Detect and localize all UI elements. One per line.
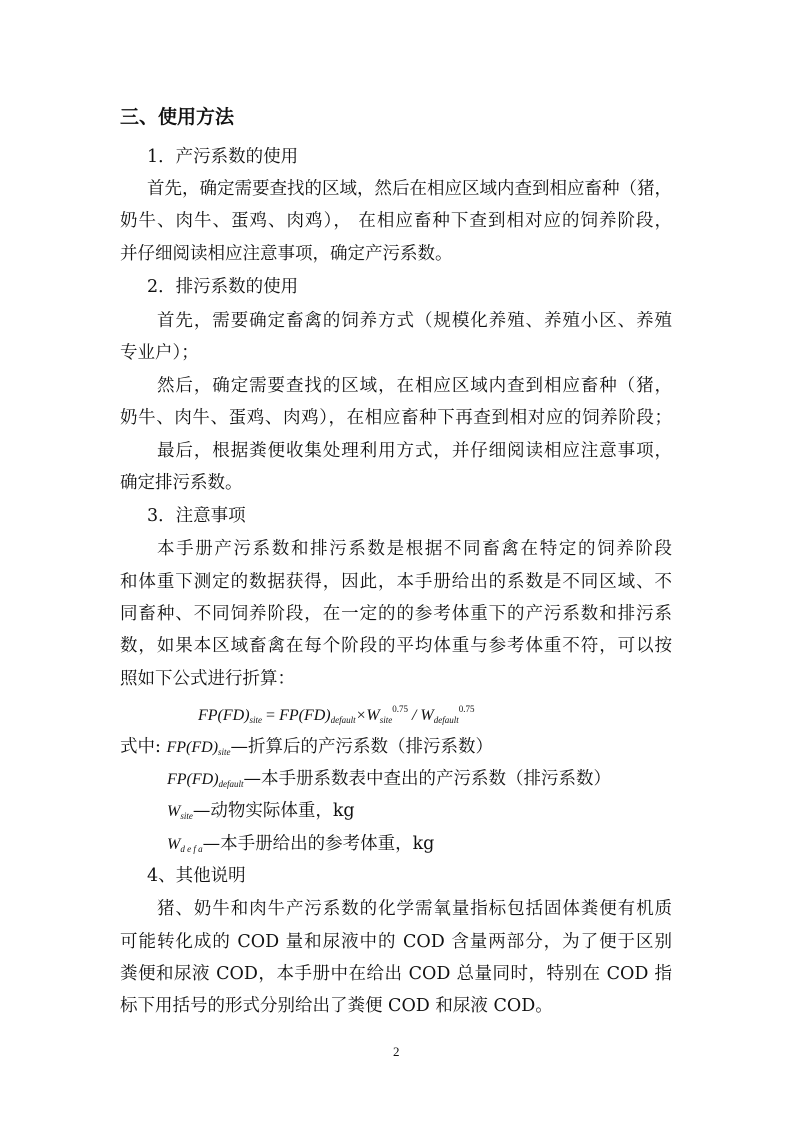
formula-term: FP(FD)	[198, 707, 250, 724]
definition-line	[167, 803, 355, 821]
definition-text: —本手册系数表中查出的产污系数（排污系数）	[243, 769, 612, 789]
section-3-heading: 3．注意事项	[147, 506, 246, 526]
definition-symbol: FP(FD)	[166, 739, 219, 756]
formula-exponent: 0.75	[458, 704, 475, 714]
formula-subscript: default	[330, 715, 356, 725]
paragraph-line: 照如下公式进行折算：	[120, 669, 295, 689]
definition-symbol: W	[167, 803, 181, 820]
section-2-heading: 2．排污系数的使用	[147, 277, 299, 297]
paragraph-line: 首先，确定需要查找的区域，然后在相应区域内查到相应畜种（猪，	[147, 179, 672, 199]
paragraph-line: 然后，确定需要查找的区域，在相应区域内查到相应畜种（猪，	[157, 376, 672, 396]
section-4-heading: 4、其他说明	[147, 866, 246, 886]
definition-line	[167, 836, 434, 854]
paragraph-line: 可能转化成的 COD 量和尿液中的 COD 含量两部分，为了便于区别	[120, 932, 672, 952]
paragraph-line: 最后，根据粪便收集处理利用方式，并仔细阅读相应注意事项，	[157, 441, 672, 461]
conversion-formula	[198, 704, 475, 725]
definition-subscript: default	[218, 779, 244, 789]
formula-term: / W	[407, 707, 434, 724]
formula-exponent: 0.75	[392, 704, 408, 714]
formula-term: ×W	[355, 707, 380, 724]
section-1-heading: 1．产污系数的使用	[147, 147, 299, 167]
definition-text: —折算后的产污系数（排污系数）	[230, 737, 494, 757]
formula-subscript: default	[433, 715, 459, 725]
paragraph-line: 本手册产污系数和排污系数是根据不同畜禽在特定的饲养阶段	[157, 539, 672, 559]
definition-text: —本手册给出的参考体重，kg	[202, 834, 435, 854]
paragraph-line: 粪便和尿液 COD，本手册中在给出 COD 总量同时，特别在 COD 指	[120, 964, 672, 984]
definition-subscript: site	[180, 811, 193, 821]
paragraph-line: 奶牛、肉牛、蛋鸡、肉鸡），在相应畜种下再查到相对应的饲养阶段；	[120, 408, 672, 428]
formula-operator: =	[262, 707, 280, 724]
paragraph-line: 猪、奶牛和肉牛产污系数的化学需氧量指标包括固体粪便有机质	[157, 899, 672, 919]
definition-subscript: d e f a	[180, 844, 203, 854]
definition-symbol: FP(FD)	[167, 771, 219, 788]
paragraph-line: 标下用括号的形式分别给出了粪便 COD 和尿液 COD。	[120, 996, 553, 1016]
paragraph-line: 同畜种、不同饲养阶段，在一定的的参考体重下的产污系数和排污系	[120, 604, 672, 624]
definition-symbol: W	[167, 836, 181, 853]
formula-term: FP(FD)	[279, 707, 331, 724]
definition-prefix: 式中:	[120, 737, 161, 757]
page-number: 2	[393, 1044, 400, 1059]
paragraph-line: 确定排污系数。	[120, 473, 243, 493]
definition-line	[120, 739, 493, 757]
paragraph-line: 数，如果本区域畜禽在每个阶段的平均体重与参考体重不符，可以按	[120, 636, 672, 656]
definition-text: —动物实际体重，kg	[192, 801, 355, 821]
paragraph-line: 和体重下测定的数据获得，因此，本手册给出的系数是不同区域、不	[120, 572, 672, 592]
definition-subscript: site	[218, 747, 231, 757]
paragraph-line: 奶牛、肉牛、蛋鸡、肉鸡）， 在相应畜种下查到相对应的饲养阶段，	[120, 211, 672, 231]
formula-subscript: site	[249, 715, 263, 725]
formula-subscript: site	[379, 715, 393, 725]
section-title: 三、使用方法	[120, 106, 235, 128]
paragraph-line: 并仔细阅读相应注意事项，确定产污系数。	[120, 244, 453, 264]
definition-line	[167, 771, 611, 789]
paragraph-line: 专业户）；	[120, 343, 199, 363]
paragraph-line: 首先，需要确定畜禽的饲养方式（规模化养殖、养殖小区、养殖	[157, 311, 672, 331]
